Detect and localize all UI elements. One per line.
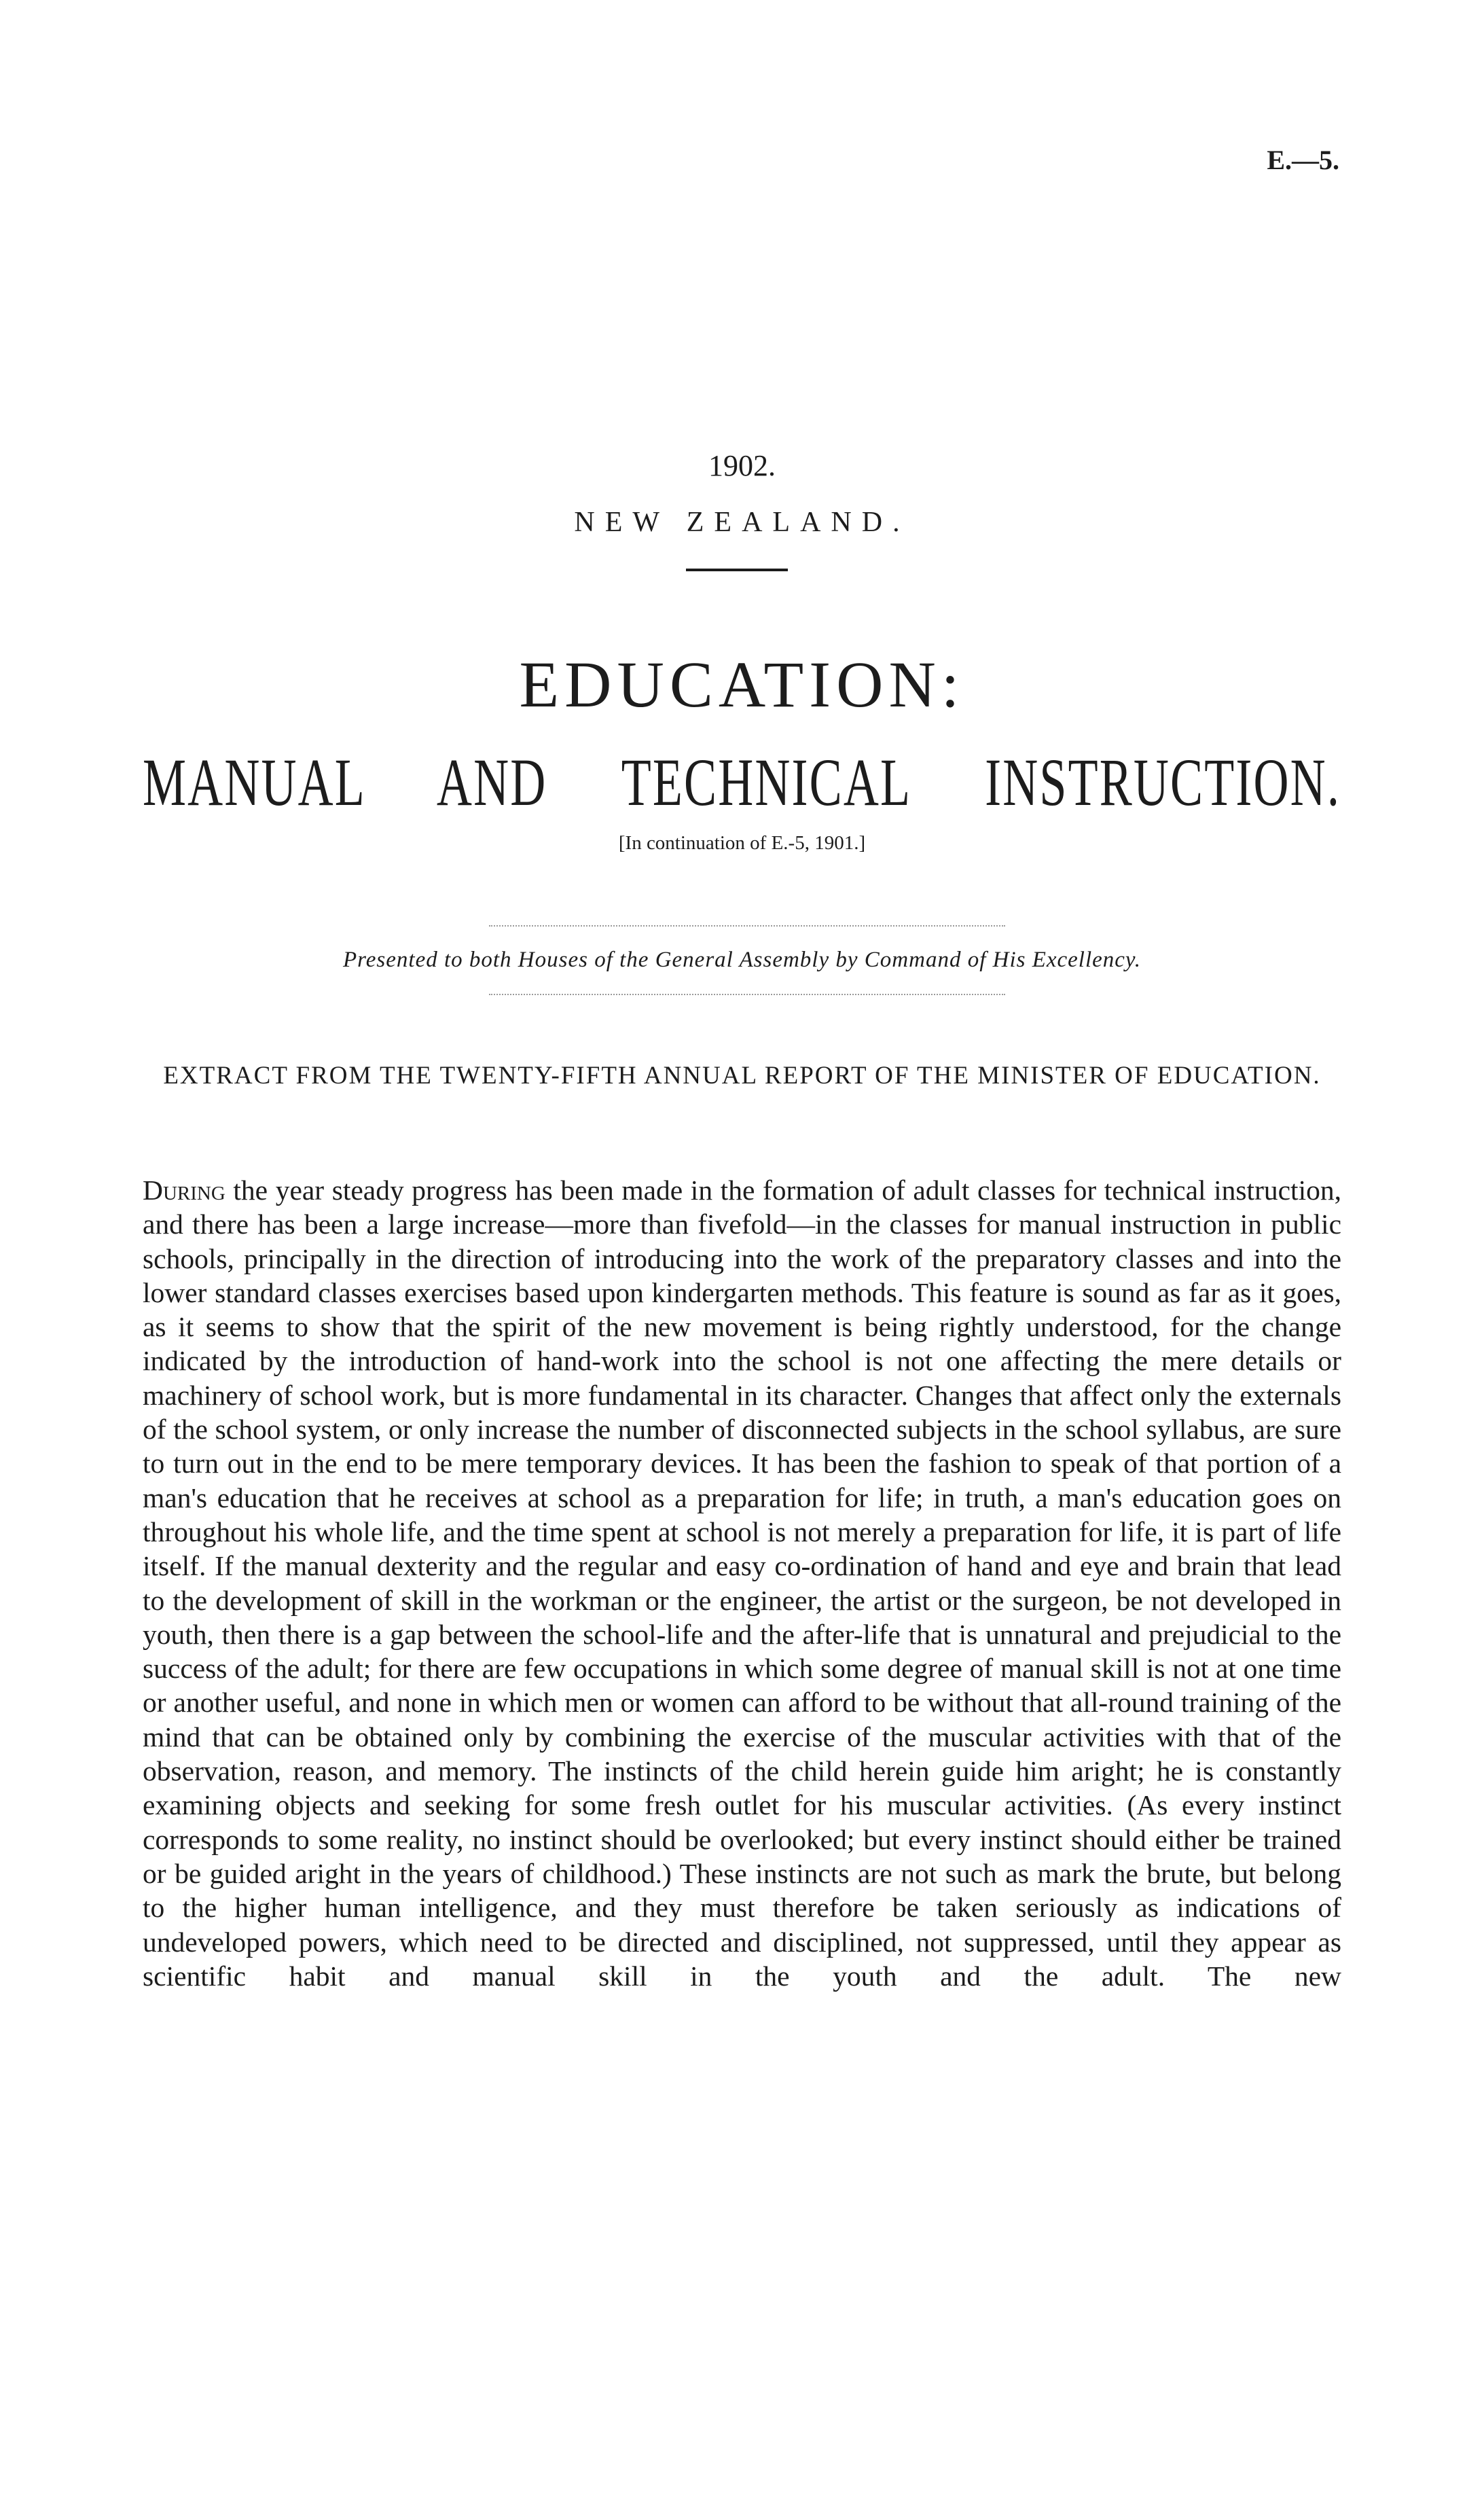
country-heading: NEW ZEALAND. <box>574 507 910 538</box>
extract-heading: EXTRACT FROM THE TWENTY-FIFTH ANNUAL REPORT OF THE MINISTER OF EDUCATION. <box>163 1062 1321 1090</box>
document-title: EDUCATION: <box>519 648 965 721</box>
opening-word: During <box>143 1174 225 1206</box>
dotted-rule-bottom <box>489 994 1005 995</box>
report-body <box>143 1173 1341 1993</box>
body-paragraph: the year steady progress has been made in the formation of adult classes for technical instruction, and there has been a large increase—more than fivefold—in the classes for manual instruction in public schools, principally in the direction of introducing into the work of the preparatory classes and into the lower standard classes exercises based upon kindergarten methods. This feature is sound as far as it goes, as it seems to show that the spirit of the new movement is being rightly understood, for the change indicated by the introduction of hand-work into the school is not one affecting the mere details or machinery of school work, but is more fundamental in its character. Changes that affect only the externals of the school system, or only increase the number of disconnected subjects in the school syllabus, are sure to turn out in the end to be mere temporary devices. It has been the fashion to speak of that portion of a man's education that he receives at school as a preparation for life; in truth, a man's education goes on throughout his whole life, and the time spent at school is not merely a preparation for life, it is part of life itself. If the manual dexterity and the regular and easy co-ordination of hand and eye and brain that lead to the development of skill in the workman or the engineer, the artist or the surgeon, be not developed in youth, then there is a gap between the school-life and the after-life that is unnatural and prejudicial to the success of the adult; for there are few occupations in which some degree of manual skill is not at one time or another useful, and none in which men or women can afford to be without that all-round training of the mind that can be obtained only by combining the exercise of the muscular activities with that of the observation, reason, and memory. The instincts of the child herein guide him aright; he is constantly examining objects and seeking for some fresh outlet for his muscular activities. (As every instinct corresponds to some reality, no instinct should be overlooked; but every instinct should either be trained or be guided aright in the years of childhood.) These instincts are not such as mark the brute, but belong to the higher human intelligence, and they must therefore be taken seriously as indications of undeveloped powers, which need to be directed and disciplined, not suppressed, until they appear as scientific habit and manual skill in the youth and the adult. The new <box>143 1174 1341 1992</box>
report-year: 1902. <box>708 449 776 482</box>
title-divider <box>686 569 788 571</box>
presentation-line: Presented to both Houses of the General Assembly by Command of His Excellency. <box>342 948 1142 972</box>
page-reference: E.—5. <box>1267 145 1339 175</box>
continuation-note: [In continuation of E.-5, 1901.] <box>618 832 866 854</box>
dotted-rule-top <box>489 925 1005 927</box>
document-subtitle: MANUAL AND TECHNICAL INSTRUCTION. <box>143 744 1341 820</box>
